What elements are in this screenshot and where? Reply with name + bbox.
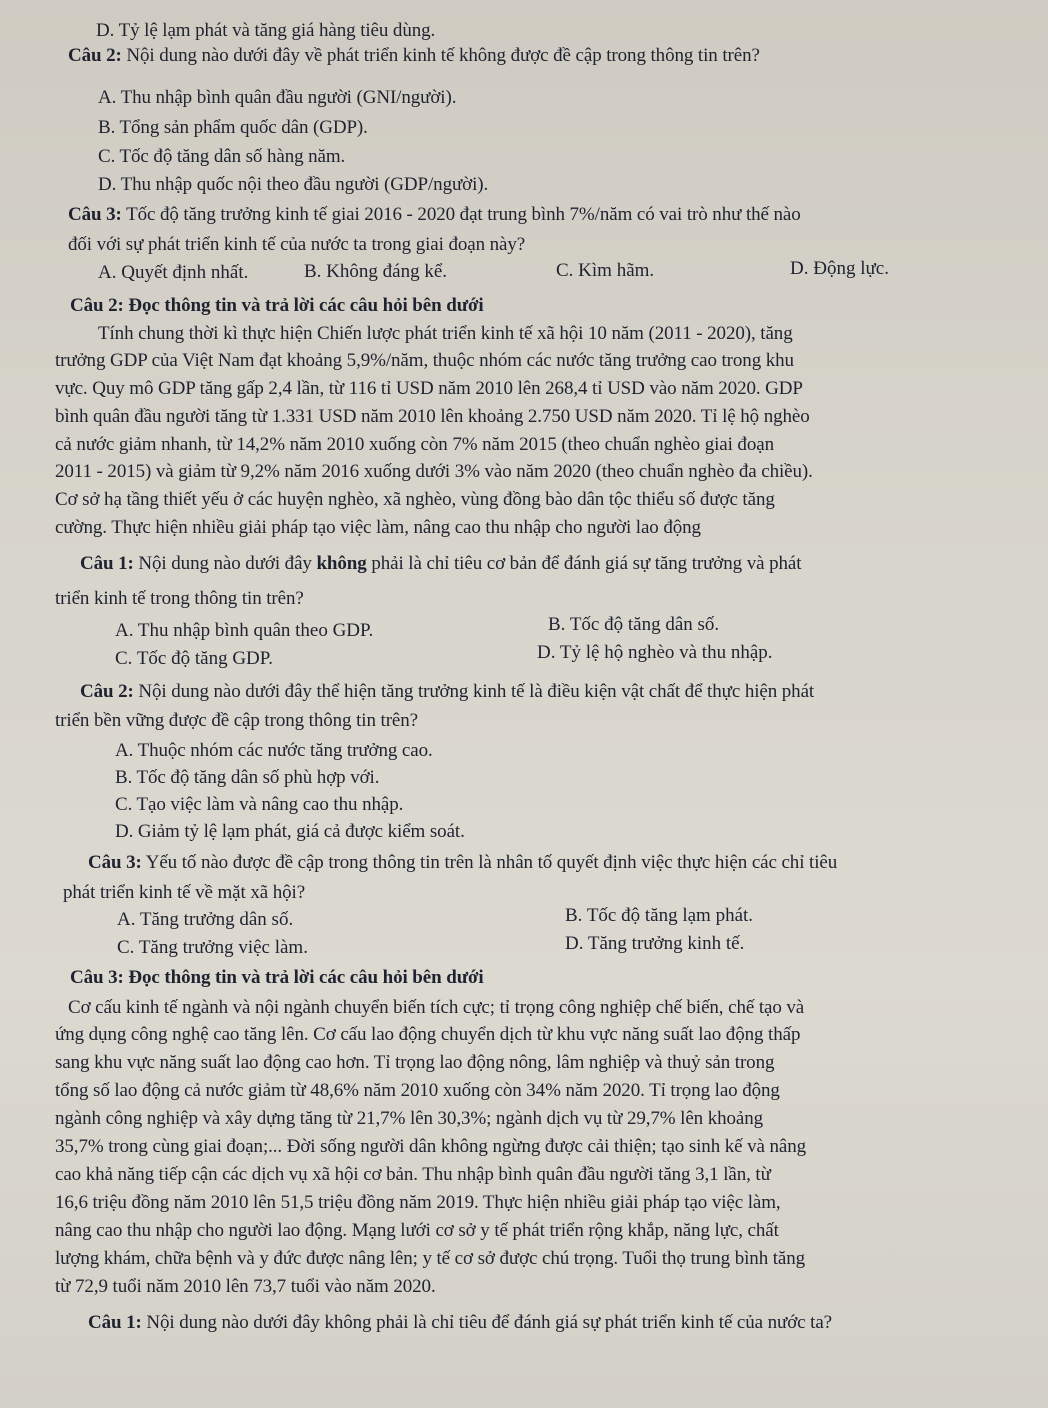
option-c: C. Tăng trưởng việc làm. (117, 937, 308, 958)
option-a: A. Tăng trưởng dân số. (117, 909, 294, 930)
question-text-line: đối với sự phát triển kinh tế của nước ta trong giai đoạn này? (68, 234, 526, 255)
option-b: B. Tốc độ tăng dân số phù hợp với. (115, 767, 380, 788)
question-text: Nội dung nào dưới đây không phải là chỉ tiêu để đánh giá sự phát triển kinh tế của nước ta? (141, 1312, 833, 1333)
passage-line: ứng dụng công nghệ cao tăng lên. Cơ cấu lao động chuyển dịch từ khu vực năng suất lao động thấp (55, 1024, 801, 1045)
question-label: Câu 1: (80, 553, 134, 574)
passage-line: tổng số lao động cả nước giảm từ 48,6% năm 2010 xuống còn 34% năm 2020. Tỉ trọng lao động (55, 1080, 780, 1101)
option-b: B. Tốc độ tăng dân số. (548, 614, 720, 635)
question-heading (68, 204, 801, 226)
passage-line: 2011 - 2015) và giảm từ 9,2% năm 2016 xuống dưới 3% vào năm 2020 (theo chuẩn nghèo đa chiều). (55, 461, 813, 482)
option-d: D. Tăng trưởng kinh tế. (565, 933, 745, 954)
question-label: Câu 2: (80, 681, 134, 702)
question-heading (68, 45, 760, 67)
question-text: Tốc độ tăng trưởng kinh tế giai 2016 - 2020 đạt trung bình 7%/năm có vai trò như thế nào (121, 204, 801, 225)
option-d: D. Tỷ lệ hộ nghèo và thu nhập. (537, 642, 773, 663)
question-text-line: triển kinh tế trong thông tin trên? (55, 588, 304, 609)
option-b: B. Không đáng kể. (304, 261, 448, 282)
passage-line: từ 72,9 tuổi năm 2010 lên 73,7 tuổi vào năm 2020. (55, 1276, 436, 1297)
passage-line: Cơ cấu kinh tế ngành và nội ngành chuyển biến tích cực; tỉ trọng công nghiệp chế biến, chế tạo và (68, 997, 805, 1018)
option-a: A. Thu nhập bình quân theo GDP. (115, 620, 374, 641)
question-label: Câu 3: (68, 204, 122, 225)
passage-line: vực. Quy mô GDP tăng gấp 2,4 lần, từ 116 tỉ USD năm 2010 lên 268,4 tỉ USD vào năm 2020. GDP (55, 378, 803, 399)
option-c: C. Tốc độ tăng GDP. (115, 648, 273, 669)
passage-line: cường. Thực hiện nhiều giải pháp tạo việc làm, nâng cao thu nhập cho người lao động (55, 517, 701, 538)
option-b: B. Tổng sản phẩm quốc dân (GDP). (98, 117, 368, 138)
passage-line: bình quân đầu người tăng từ 1.331 USD năm 2010 lên khoảng 2.750 USD năm 2020. Tỉ lệ hộ nghèo (55, 406, 810, 427)
passage-line: lượng khám, chữa bệnh và y đức được nâng lên; y tế cơ sở được chú trọng. Tuổi thọ trung bình tăng (55, 1248, 806, 1269)
option-d: D. Giảm tỷ lệ lạm phát, giá cả được kiểm soát. (115, 821, 465, 842)
option-c: C. Tạo việc làm và nâng cao thu nhập. (115, 794, 404, 815)
option-a: A. Quyết định nhất. (98, 262, 249, 283)
question-label: Câu 2: (68, 45, 122, 66)
passage-line: sang khu vực năng suất lao động cao hơn. Tỉ trọng lao động nông, lâm nghiệp và thuỷ sản trong (55, 1052, 775, 1073)
question-heading (88, 1312, 832, 1334)
option-b: B. Tốc độ tăng lạm phát. (565, 905, 754, 926)
option-c: C. Kìm hãm. (556, 260, 655, 281)
option-d: D. Thu nhập quốc nội theo đầu người (GDP/người). (98, 174, 489, 195)
option-d: D. Tỷ lệ lạm phát và tăng giá hàng tiêu dùng. (96, 20, 436, 41)
passage-line: 16,6 triệu đồng năm 2010 lên 51,5 triệu đồng năm 2019. Thực hiện nhiều giải pháp tạo việc làm, (55, 1192, 781, 1213)
option-d: D. Động lực. (790, 258, 889, 279)
section-heading: Câu 2: Đọc thông tin và trả lời các câu hỏi bên dưới (70, 295, 484, 316)
passage-line: trưởng GDP của Việt Nam đạt khoảng 5,9%/năm, thuộc nhóm các nước tăng trưởng cao trong khu (55, 350, 794, 371)
passage-line: Tính chung thời kì thực hiện Chiến lược phát triển kinh tế xã hội 10 năm (2011 - 2020), tăng (98, 323, 793, 344)
question-text-line: phát triển kinh tế về mặt xã hội? (63, 882, 306, 903)
question-label: Câu 3: (88, 852, 142, 873)
passage-line: nâng cao thu nhập cho người lao động. Mạng lưới cơ sở y tế phát triển rộng khắp, năng lực, chất (55, 1220, 779, 1241)
passage-line: ngành công nghiệp và xây dựng tăng từ 21,7% lên 30,3%; ngành dịch vụ từ 29,7% lên khoảng (55, 1108, 764, 1129)
question-text-line: triển bền vững được đề cập trong thông tin trên? (55, 710, 418, 731)
question-text: Nội dung nào dưới đây về phát triển kinh tế không được đề cập trong thông tin trên? (121, 45, 760, 66)
question-heading: Câu 2: Nội dung nào dưới đây thể hiện tăng trưởng kinh tế là điều kiện vật chất để thực hiện phát (80, 681, 815, 702)
emphasis-word: không (316, 553, 367, 574)
passage-line: 35,7% trong cùng giai đoạn;... Đời sống người dân không ngừng được cải thiện; tạo sinh kế và nâng (55, 1136, 807, 1157)
option-c: C. Tốc độ tăng dân số hàng năm. (98, 146, 346, 167)
passage-line: cả nước giảm nhanh, từ 14,2% năm 2010 xuống còn 7% năm 2015 (theo chuẩn nghèo giai đoạn (55, 434, 774, 455)
question-heading: Câu 3: Yếu tố nào được đề cập trong thông tin trên là nhân tố quyết định việc thực hiện các chỉ tiêu (88, 852, 838, 873)
section-heading: Câu 3: Đọc thông tin và trả lời các câu hỏi bên dưới (70, 967, 484, 988)
option-a: A. Thu nhập bình quân đầu người (GNI/người). (98, 87, 457, 108)
passage-line: cao khả năng tiếp cận các dịch vụ xã hội cơ bản. Thu nhập bình quân đầu người tăng 3,1 lần, từ (55, 1164, 771, 1185)
question-heading: Câu 1: Nội dung nào dưới đây không phải là chỉ tiêu cơ bản để đánh giá sự tăng trưởng và phát (80, 553, 802, 574)
passage-line: Cơ sở hạ tầng thiết yếu ở các huyện nghèo, xã nghèo, vùng đồng bào dân tộc thiểu số được tăng (55, 489, 775, 510)
question-label: Câu 1: (88, 1312, 142, 1333)
option-a: A. Thuộc nhóm các nước tăng trưởng cao. (115, 740, 433, 761)
